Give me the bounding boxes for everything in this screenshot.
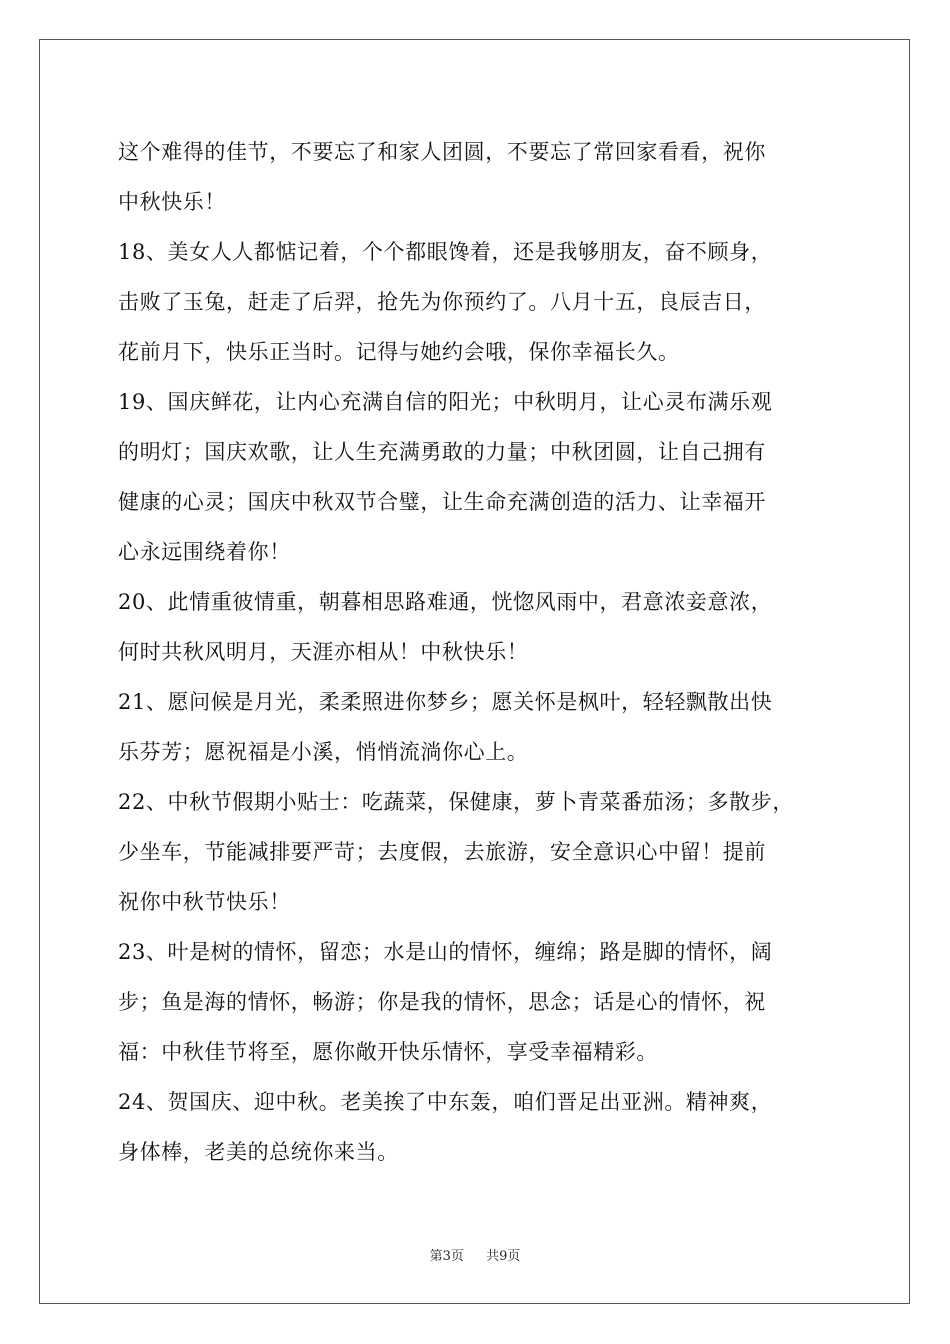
text-line: 21、愿问候是月光，柔柔照进你梦乡；愿关怀是枫叶，轻轻飘散出快 [118, 690, 773, 714]
text-line: 乐芬芳；愿祝福是小溪，悄悄流淌你心上。 [118, 740, 529, 764]
text-line: 少坐车，节能减排要严苛；去度假，去旅游，安全意识心中留！提前 [118, 840, 766, 864]
paragraph-24 [118, 1077, 838, 1177]
text-line: 步；鱼是海的情怀，畅游；你是我的情怀，思念；话是心的情怀，祝 [118, 990, 766, 1014]
page-number: 第3页 [429, 1249, 464, 1264]
text-line: 击败了玉兔，赶走了后羿，抢先为你预约了。八月十五，良辰吉日， [118, 290, 766, 314]
text-line: 24、贺国庆、迎中秋。老美挨了中东轰，咱们晋足出亚洲。精神爽， [118, 1090, 773, 1114]
paragraph-23 [118, 927, 838, 1077]
text-line: 身体棒，老美的总统你来当。 [118, 1140, 399, 1164]
text-line: 中秋快乐！ [118, 190, 226, 214]
text-line: 健康的心灵；国庆中秋双节合璧，让生命充满创造的活力、让幸福开 [118, 490, 766, 514]
text-line: 的明灯；国庆欢歌，让人生充满勇敢的力量；中秋团圆，让自己拥有 [118, 440, 766, 464]
paragraph-21 [118, 677, 838, 777]
document-body [118, 127, 838, 1177]
text-line: 何时共秋风明月，天涯亦相从！中秋快乐！ [118, 640, 529, 664]
text-line: 这个难得的佳节，不要忘了和家人团圆，不要忘了常回家看看，祝你 [118, 140, 766, 164]
text-line: 20、此情重彼情重，朝暮相思路难通，恍惚风雨中，君意浓妾意浓， [118, 590, 773, 614]
text-line: 花前月下，快乐正当时。记得与她约会哦，保你幸福长久。 [118, 340, 680, 364]
text-line: 18、美女人人都惦记着，个个都眼馋着，还是我够朋友，奋不顾身， [118, 240, 773, 264]
page-total: 共9页 [486, 1249, 521, 1264]
text-line: 福：中秋佳节将至，愿你敞开快乐情怀，享受幸福精彩。 [118, 1040, 658, 1064]
text-line: 19、国庆鲜花，让内心充满自信的阳光；中秋明月，让心灵布满乐观 [118, 390, 773, 414]
paragraph-continuation [118, 127, 838, 227]
text-line: 祝你中秋节快乐！ [118, 890, 291, 914]
text-line: 心永远围绕着你！ [118, 540, 291, 564]
text-line: 22、中秋节假期小贴士：吃蔬菜，保健康，萝卜青菜番茄汤；多散步， [118, 790, 794, 814]
paragraph-20 [118, 577, 838, 677]
paragraph-18 [118, 227, 838, 377]
paragraph-19 [118, 377, 838, 577]
text-line: 23、叶是树的情怀，留恋；水是山的情怀，缠绵；路是脚的情怀，阔 [118, 940, 773, 964]
paragraph-22 [118, 777, 838, 927]
page-footer [0, 1249, 950, 1265]
